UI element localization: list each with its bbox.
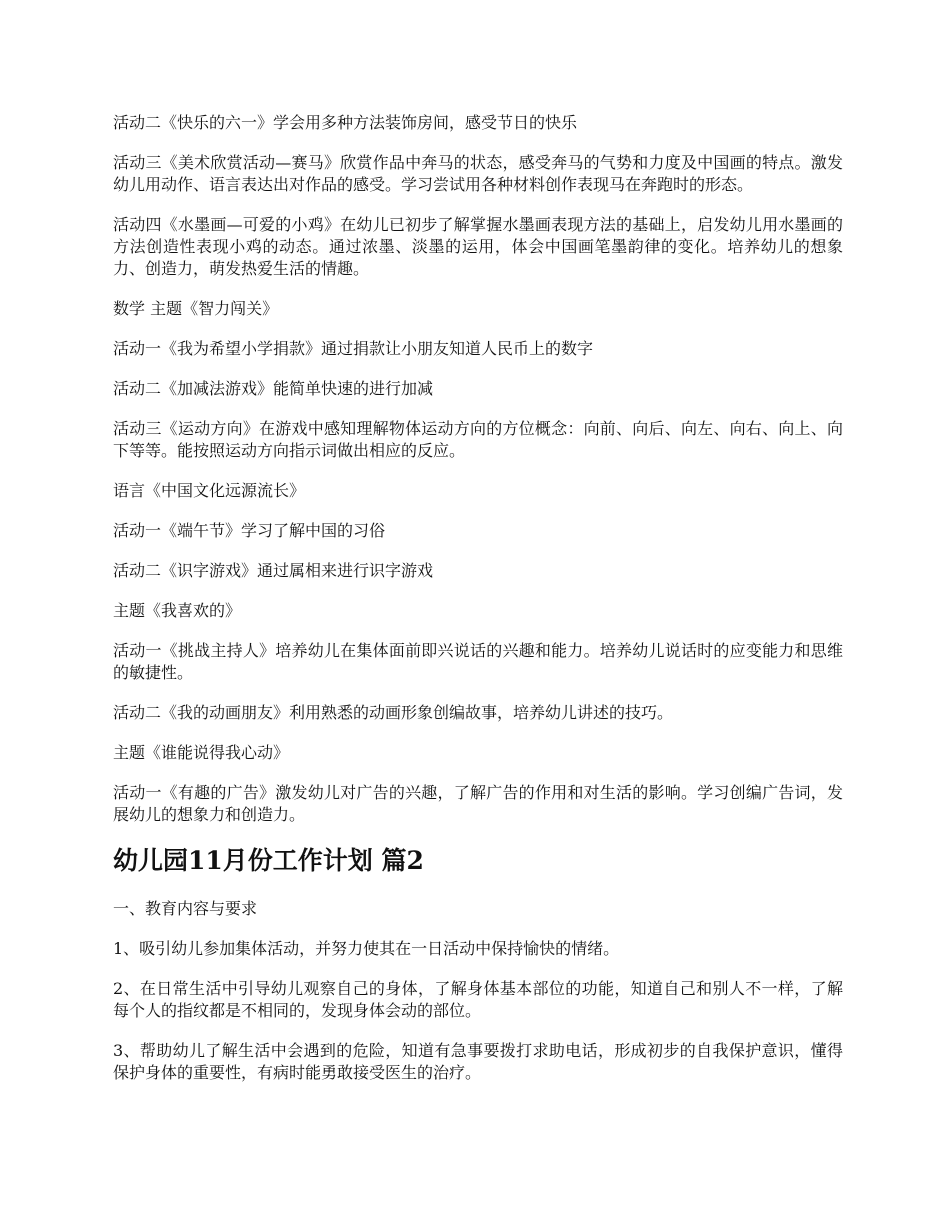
paragraph: 活动二《加减法游戏》能简单快速的进行加减 xyxy=(113,379,434,398)
paragraph: 主题《我喜欢的》 xyxy=(113,601,242,620)
document-page xyxy=(113,112,843,1102)
paragraph: 1、吸引幼儿参加集体活动，并努力使其在一日活动中保持愉快的情绪。 xyxy=(113,939,620,958)
paragraph: 主题《谁能说得我心动》 xyxy=(113,743,290,762)
paragraph: 一、教育内容与要求 xyxy=(113,899,258,918)
paragraph: 活动一《挑战主持人》培养幼儿在集体面前即兴说话的兴趣和能力。培养幼儿说话时的应变能力和思维的敏捷性。 xyxy=(113,641,843,682)
paragraph: 活动二《我的动画朋友》利用熟悉的动画形象创编故事，培养幼儿讲述的技巧。 xyxy=(113,703,674,722)
paragraph: 语言《中国文化远源流长》 xyxy=(113,481,306,500)
paragraph: 活动三《美术欣赏活动—赛马》欣赏作品中奔马的状态，感受奔马的气势和力度及中国画的特点。激发幼儿用动作、语言表达出对作品的感受。学习尝试用各种材料创作表现马在奔跑时的形态。 xyxy=(113,153,843,194)
paragraph: 2、在日常生活中引导幼儿观察自己的身体，了解身体基本部位的功能，知道自己和别人不一样，了解每个人的指纹都是不相同的，发现身体会动的部位。 xyxy=(113,979,843,1020)
paragraph: 活动一《我为希望小学捐款》通过捐款让小朋友知道人民币上的数字 xyxy=(113,339,594,358)
paragraph: 3、帮助幼儿了解生活中会遇到的危险，知道有急事要拨打求助电话，形成初步的自我保护意识，懂得保护身体的重要性，有病时能勇敢接受医生的治疗。 xyxy=(113,1041,843,1082)
paragraph: 活动四《水墨画—可爱的小鸡》在幼儿已初步了解掌握水墨画表现方法的基础上，启发幼儿用水墨画的方法创造性表现小鸡的动态。通过浓墨、淡墨的运用，体会中国画笔墨韵律的变化。培养幼儿的想象力、创造力，萌发热爱生活的情趣。 xyxy=(113,215,843,278)
paragraph: 数学 主题《智力闯关》 xyxy=(113,299,279,318)
paragraph: 活动一《有趣的广告》激发幼儿对广告的兴趣，了解广告的作用和对生活的影响。学习创编广告词，发展幼儿的想象力和创造力。 xyxy=(113,783,843,824)
paragraph: 活动二《快乐的六一》学会用多种方法装饰房间，感受节日的快乐 xyxy=(113,113,578,132)
paragraph: 活动三《运动方向》在游戏中感知理解物体运动方向的方位概念：向前、向后、向左、向右、向上、向下等等。能按照运动方向指示词做出相应的反应。 xyxy=(113,419,843,460)
paragraph: 活动二《识字游戏》通过属相来进行识字游戏 xyxy=(113,561,434,580)
section-heading: 幼儿园11月份工作计划 篇2 xyxy=(113,846,424,875)
paragraph: 活动一《端午节》学习了解中国的习俗 xyxy=(113,521,386,540)
